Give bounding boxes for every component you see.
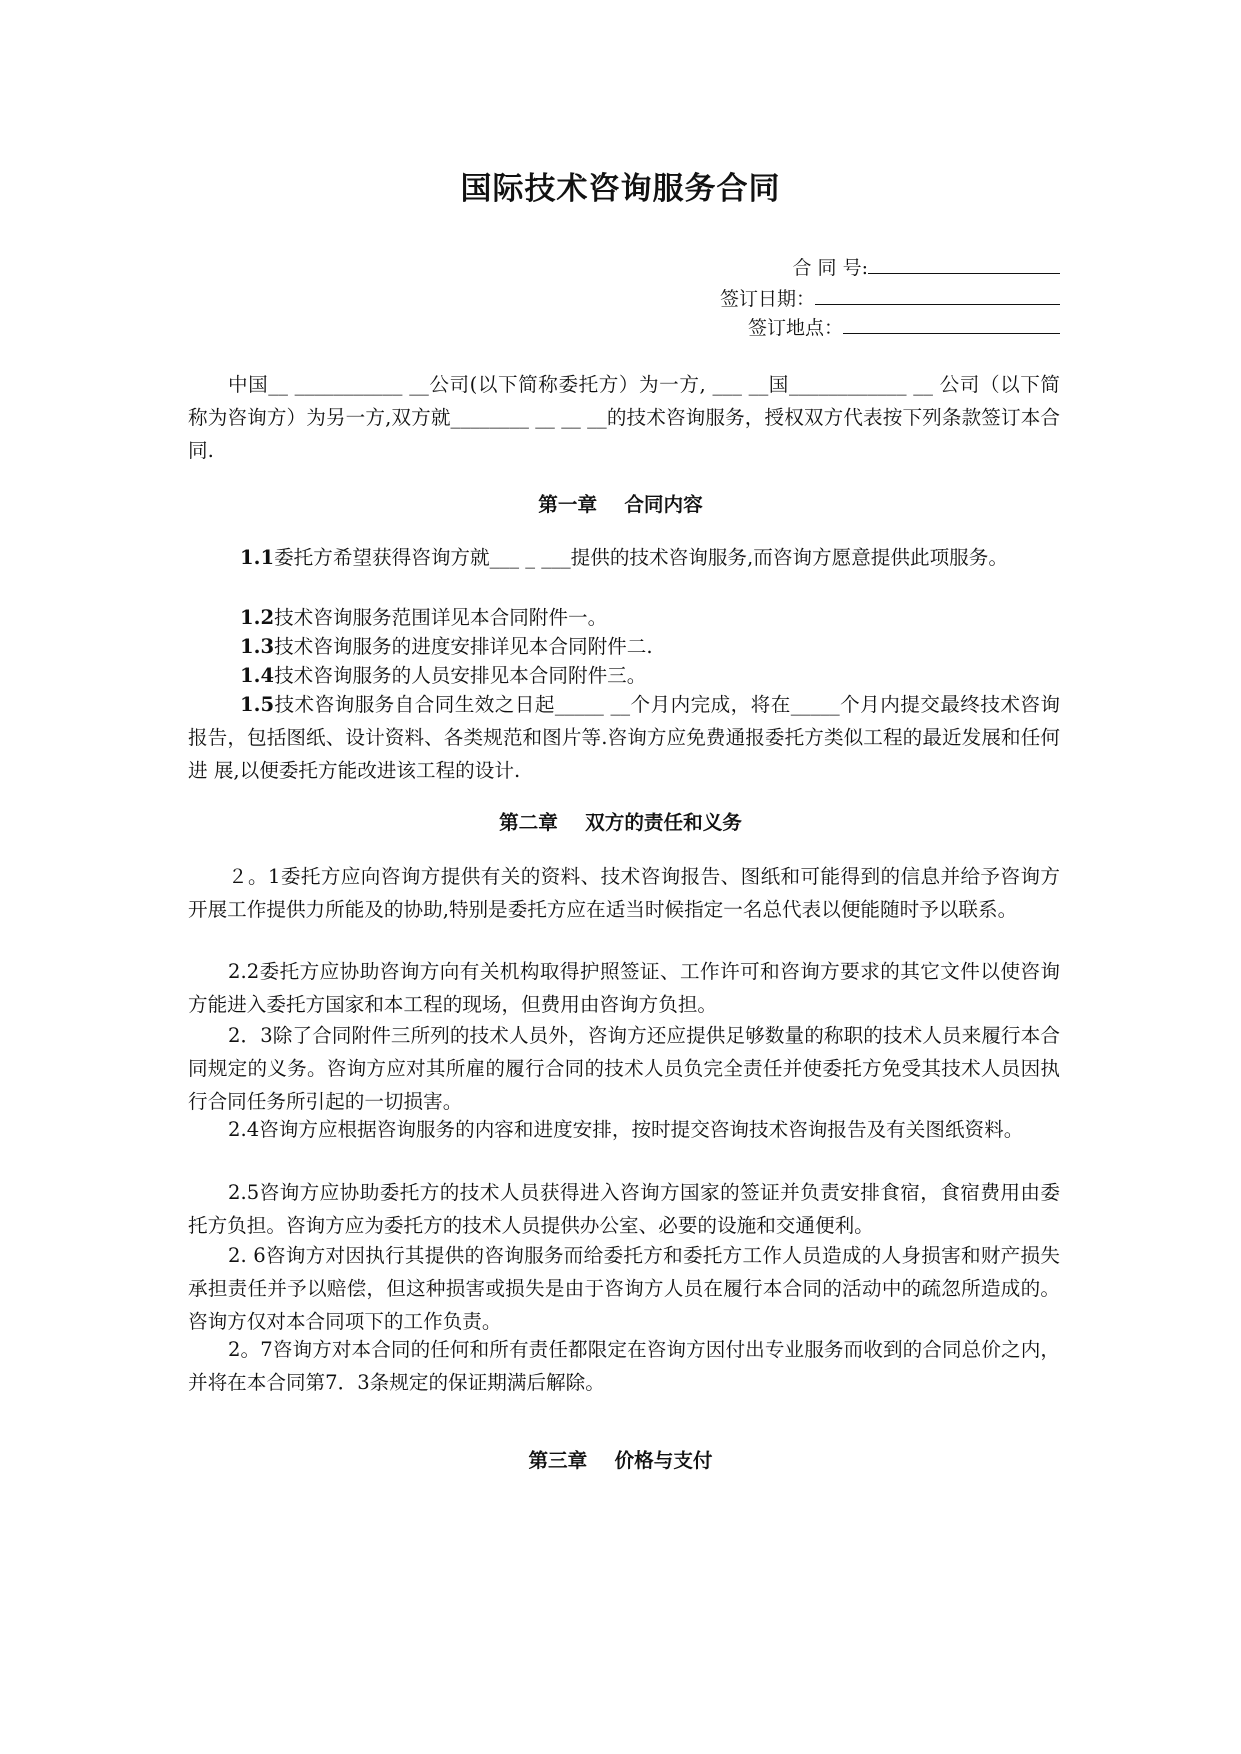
clause-2-7: 2。7咨询方对本合同的任何和所有责任都限定在咨询方因付出专业服务而收到的合同总价之内，并将在本合同第7．3条规定的保证期满后解除。: [188, 1338, 1060, 1394]
clause-2-6: 2. 6咨询方对因执行其提供的咨询服务而给委托方和委托方工作人员造成的人身损害和财产损失承担责任并予以赔偿，但这种损害或损失是由于咨询方人员在履行本合同的活动中的疏忽所造成的。咨询方仅对本合同项下的工作负责。: [188, 1244, 1060, 1333]
clause-number: 1.5: [240, 693, 275, 716]
clause-2-1: ２。1委托方应向咨询方提供有关的资料、技术咨询报告、图纸和可能得到的信息并给予咨询方开展工作提供力所能及的协助,特别是委托方应在适当时候指定一名总代表以便能随时予以联系。: [188, 865, 1060, 921]
clause-2-4: 2.4咨询方应根据咨询服务的内容和进度安排，按时提交咨询技术咨询报告及有关图纸资料。: [228, 1118, 1024, 1141]
clause-2-5: 2.5咨询方应协助委托方的技术人员获得进入咨询方国家的签证并负责安排食宿，食宿费用由委托方负担。咨询方应为委托方的技术人员提供办公室、必要的设施和交通便利。: [188, 1181, 1060, 1237]
clause-text: 技术咨询服务的人员安排见本合同附件三。: [274, 664, 647, 687]
sign-date-blank: [815, 286, 1060, 305]
sign-place-blank: [843, 315, 1060, 334]
contract-number-label: 合 同 号:: [792, 257, 868, 279]
clause-text: 技术咨询服务自合同生效之日起_____ __个月内完成，将在_____个月内提交最终技术咨询报告，包括图纸、设计资料、各类规范和图片等.咨询方应免费通报委托方类似工程的最近发展和任何进 展,以便委托方能改进该工程的设计.: [188, 693, 1060, 782]
chapter-3-heading: 第三章 价格与支付: [528, 1449, 713, 1472]
chapter-2-heading: 第二章 双方的责任和义务: [499, 811, 742, 834]
sign-place-row: [748, 313, 1060, 340]
clause-number: 1.4: [240, 664, 275, 687]
clause-1-5: [188, 688, 1060, 787]
chapter-1-heading: 第一章 合同内容: [538, 493, 703, 516]
clause-1-1: [188, 541, 1060, 574]
clause-text: 技术咨询服务的进度安排详见本合同附件二.: [274, 635, 653, 658]
sign-place-label: 签订地点：: [747, 317, 843, 339]
clause-text: 技术咨询服务范围详见本合同附件一。: [274, 606, 608, 629]
contract-number-row: [793, 253, 1060, 280]
clause-2-2: 2.2委托方应协助咨询方向有关机构取得护照签证、工作许可和咨询方要求的其它文件以使咨询方能进入委托方国家和本工程的现场，但费用由咨询方负担。: [188, 960, 1060, 1016]
intro-paragraph: 中国__ ___________ __公司(以下简称委托方）为一方, ___ __国____________ __ 公司（以下简称为咨询方）为另一方,双方就________ __ __ __的技术咨询服务，授权双方代表按下列条款签订本合同.: [188, 373, 1060, 462]
clause-2-3: 2．3除了合同附件三所列的技术人员外，咨询方还应提供足够数量的称职的技术人员来履行本合同规定的义务。咨询方应对其所雇的履行合同的技术人员负完全责任并使委托方免受其技术人员因执行合同任务所引起的一切损害。: [188, 1024, 1060, 1113]
document-title: 国际技术咨询服务合同: [460, 171, 781, 207]
clause-number: 1.2: [240, 606, 275, 629]
clause-number: 1.3: [240, 635, 275, 658]
contract-number-blank: [868, 255, 1060, 274]
clause-number: 1.1: [240, 546, 275, 569]
clause-text: 委托方希望获得咨询方就___ _ ___提供的技术咨询服务,而咨询方愿意提供此项服务。: [274, 546, 1008, 569]
sign-date-label: 签订日期：: [719, 288, 815, 310]
sign-date-row: [720, 284, 1060, 311]
